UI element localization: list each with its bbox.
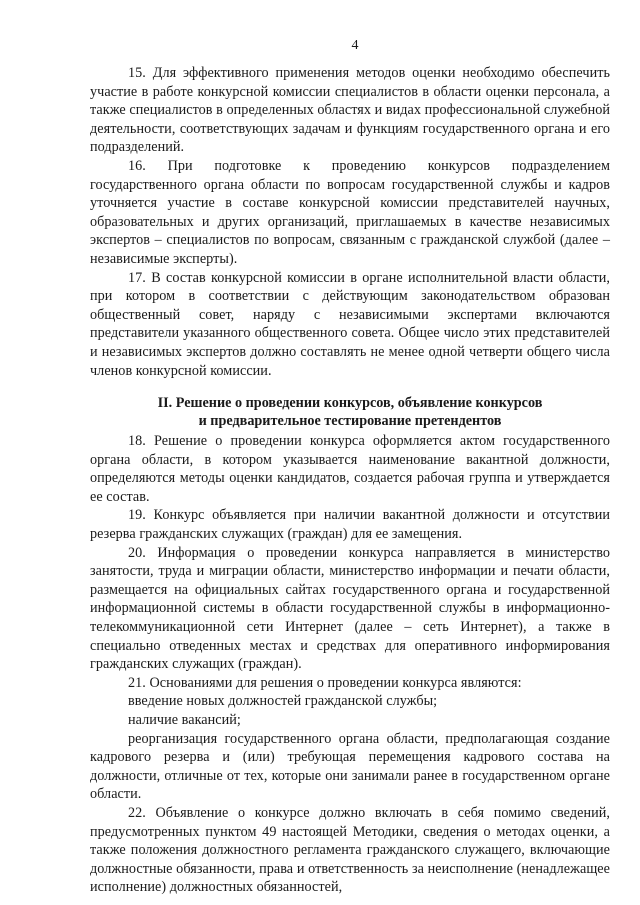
paragraph-16: 16. При подготовке к проведению конкурсов подразделением государственного органа области по вопросам государственной службы и кадров уточняется участие в составе конкурсной комиссии представителей научных, образовательных и других организаций, приглашаемых в качестве независимых экспертов – специалистов по вопросам, связанным с гражданской службой (далее – независимые эксперты). — [90, 157, 610, 267]
paragraph-20: 20. Информация о проведении конкурса направляется в министерство занятости, труда и миграции области, министерство информации и печати области, размещается на официальных сайтах государственного органа и государственной информационной системы в области государственной службы в информационно-телекоммуникационной сети Интернет (далее – сеть Интернет), а также в специально отведенных местах и средствах для оперативного информирования гражданских служащих (граждан). — [90, 544, 610, 673]
section-heading-line-1: II. Решение о проведении конкурсов, объявление конкурсов — [157, 395, 543, 412]
list-item-reorganization: реорганизация государственного органа области, предполагающая создание кадрового резерва и (или) требующая перемещения кадрового состава на должности, отличные от тех, которые они занимали ранее в государственном органе области. — [90, 730, 610, 803]
paragraph-22: 22. Объявление о конкурсе должно включать в себя помимо сведений, предусмотренных пунктом 49 настоящей Методики, сведения о методах оценки, а также положения должностного регламента гражданского служащего, включающие должностные обязанности, права и ответственность за неисполнение (ненадлежащее исполнение) должностных обязанностей, — [90, 804, 610, 896]
paragraph-21: 21. Основаниями для решения о проведении конкурса являются: — [128, 674, 522, 691]
section-heading-line-2: и предварительное тестирование претендентов — [198, 413, 502, 430]
paragraph-17: 17. В состав конкурсной комиссии в органе исполнительной власти области, при котором в соответствии с действующим законодательством образован общественный совет, наряду с независимыми экспертами включаются представители указанного общественного совета. Общее число этих представителей и независимых экспертов должно составлять не менее одной четверти общего числа членов конкурсной комиссии. — [90, 269, 610, 379]
paragraph-19: 19. Конкурс объявляется при наличии вакантной должности и отсутствии резерва гражданских служащих (граждан) для ее замещения. — [90, 507, 610, 543]
list-item-new-positions: введение новых должностей гражданской службы; — [128, 693, 438, 710]
section-heading — [90, 394, 610, 430]
document-body — [90, 64, 610, 897]
page-number: 4 — [351, 38, 359, 53]
paragraph-18: 18. Решение о проведении конкурса оформляется актом государственного органа области, в котором указывается наименование вакантной должности, определяются методы оценки кандидатов, создается рабочая группа и утверждается ее состав. — [90, 433, 610, 505]
paragraph-15: 15. Для эффективного применения методов оценки необходимо обеспечить участие в работе конкурсной комиссии специалистов в области оценки персонала, а также специалистов в определенных областях и видах профессиональной служебной деятельности, соответствующих задачам и функциям государственного органа и его подразделений. — [90, 65, 610, 156]
list-item-vacancies: наличие вакансий; — [128, 712, 241, 728]
